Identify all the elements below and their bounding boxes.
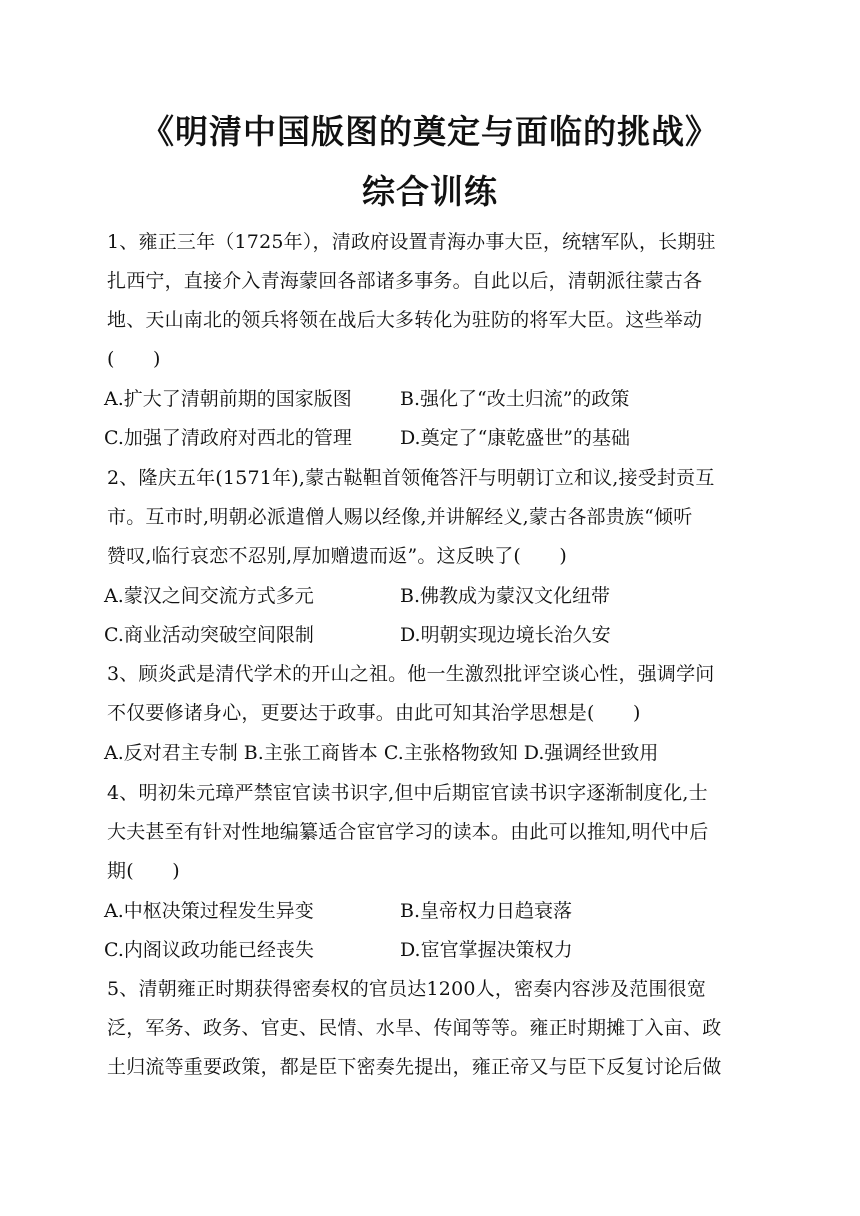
document-title: 《明清中国版图的奠定与面临的挑战》 bbox=[141, 112, 719, 151]
question-4-option-c: C.内阁议政功能已经丧失 bbox=[104, 939, 314, 961]
question-4-line-1: 4、明初朱元璋严禁宦官读书识字,但中后期宦官读书识字逐渐制度化,士 bbox=[107, 782, 708, 804]
question-1-option-c: C.加强了清政府对西北的管理 bbox=[104, 427, 352, 449]
question-4-option-b: B.皇帝权力日趋衰落 bbox=[400, 900, 573, 922]
question-4-option-d: D.宦官掌握决策权力 bbox=[400, 939, 573, 961]
question-1-line-4: ( ) bbox=[107, 348, 161, 370]
question-1-line-3: 地、天山南北的领兵将领在战后大多转化为驻防的将军大臣。这些举动 bbox=[107, 309, 703, 331]
question-3-line-2: 不仅要修诸身心，更要达于政事。由此可知其治学思想是( ) bbox=[107, 702, 641, 724]
question-2-option-b: B.佛教成为蒙汉文化纽带 bbox=[400, 585, 611, 607]
question-2-line-2: 市。互市时,明朝必派遣僧人赐以经像,并讲解经义,蒙古各部贵族“倾听 bbox=[107, 506, 693, 528]
question-2-line-3: 赞叹,临行哀恋不忍别,厚加赠遗而返”。这反映了( ) bbox=[107, 545, 568, 567]
question-3-options: A.反对君主专制 B.主张工商皆本 C.主张格物致知 D.强调经世致用 bbox=[104, 742, 659, 764]
question-1-line-1: 1、雍正三年（1725年），清政府设置青海办事大臣，统辖军队，长期驻 bbox=[107, 231, 716, 253]
question-5-line-1: 5、清朝雍正时期获得密奏权的官员达1200人，密奏内容涉及范围很宽 bbox=[107, 978, 707, 1000]
question-2-line-1: 2、隆庆五年(1571年),蒙古鞑靼首领俺答汗与明朝订立和议,接受封贡互 bbox=[107, 467, 715, 489]
question-2-option-d: D.明朝实现边境长治久安 bbox=[400, 624, 611, 646]
document-subtitle: 综合训练 bbox=[362, 172, 498, 211]
question-2-option-a: A.蒙汉之间交流方式多元 bbox=[104, 585, 314, 607]
question-1-option-b: B.强化了“改土归流”的政策 bbox=[400, 388, 630, 410]
question-5-line-3: 土归流等重要政策，都是臣下密奏先提出，雍正帝又与臣下反复讨论后做 bbox=[107, 1056, 722, 1078]
question-1-option-d: D.奠定了“康乾盛世”的基础 bbox=[400, 427, 631, 449]
question-2-option-c: C.商业活动突破空间限制 bbox=[104, 624, 314, 646]
question-1-option-a: A.扩大了清朝前期的国家版图 bbox=[104, 388, 352, 410]
question-3-line-1: 3、顾炎武是清代学术的开山之祖。他一生激烈批评空谈心性，强调学问 bbox=[107, 663, 715, 685]
question-5-line-2: 泛，军务、政务、官吏、民情、水旱、传闻等等。雍正时期摊丁入亩、政 bbox=[107, 1017, 722, 1039]
question-1-line-2: 扎西宁，直接介入青海蒙回各部诸多事务。自此以后，清朝派往蒙古各 bbox=[107, 270, 703, 292]
question-4-line-3: 期( ) bbox=[107, 860, 180, 882]
question-4-line-2: 大夫甚至有针对性地编纂适合宦官学习的读本。由此可以推知,明代中后 bbox=[107, 821, 709, 843]
question-4-option-a: A.中枢决策过程发生异变 bbox=[104, 900, 314, 922]
